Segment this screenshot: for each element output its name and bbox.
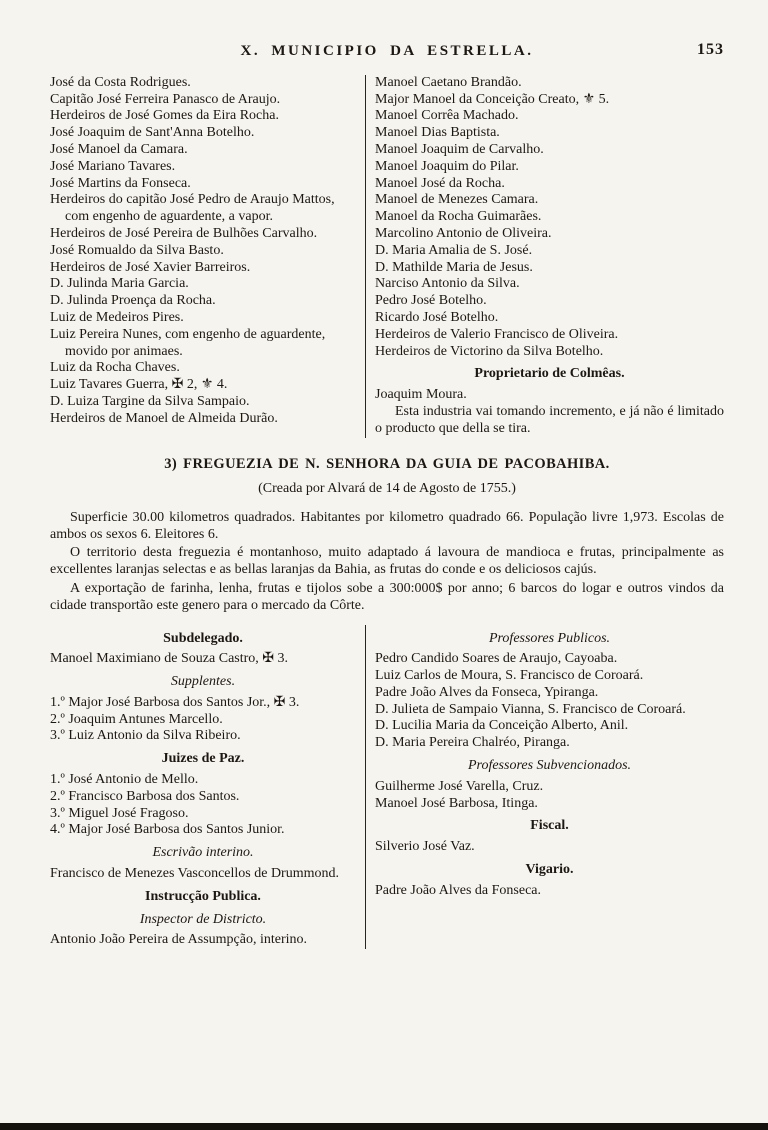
section-heading: Professores Publicos. [488, 630, 611, 646]
list-item: Guilherme José Varella, Cruz. [375, 778, 544, 794]
list-item: Pedro Candido Soares de Araujo, Cayoaba. [375, 651, 618, 667]
list-item: Manoel Caetano Brandão. [375, 74, 522, 90]
list-item: Francisco de Menezes Vasconcellos de Drummond. [50, 866, 339, 882]
list-item: Manoel Maximiano de Souza Castro, ✠ 3. [50, 651, 289, 667]
intro-paragraph: A exportação de farinha, lenha, frutas e tijolos sobe a 300:000$ por anno; 6 barcos do logar e outros vindos da cidade transportão este genero para o mercado da Côrte. [50, 580, 724, 613]
list-item: José Joaquim de Sant'Anna Botelho. [50, 125, 255, 141]
list-item: D. Julinda Proença da Rocha. [50, 293, 216, 309]
list-item: 3.º Luiz Antonio da Silva Ribeiro. [50, 728, 241, 744]
list-item: Manoel Corrêa Machado. [375, 108, 519, 124]
list-item: D. Maria Amalia de S. José. [375, 242, 533, 258]
list-item: Padre João Alves da Fonseca. [375, 882, 542, 898]
list-item: Luiz Pereira Nunes, com engenho de aguardente, movido por animaes. [50, 326, 326, 359]
section-heading: Juizes de Paz. [161, 751, 245, 767]
list-item: 4.º Major José Barbosa dos Santos Junior. [50, 822, 285, 838]
list-item: Manoel da Rocha Guimarães. [375, 209, 542, 225]
intro-paragraph: Superficie 30.00 kilometros quadrados. Habitantes por kilometro quadrado 66. População livre 1,973. Escolas de ambos os sexos 6. Eleitores 6. [50, 509, 724, 542]
section-heading: Fiscal. [530, 818, 569, 834]
list-item: Major Manoel da Conceição Creato, ⚜ 5. [375, 91, 610, 107]
section-heading: Subdelegado. [163, 630, 243, 646]
list-item: Marcolino Antonio de Oliveira. [375, 225, 552, 241]
list-item: José Manoel da Camara. [50, 141, 188, 157]
list-item: Padre João Alves da Fonseca, Ypiranga. [375, 684, 599, 700]
list-item: 1.º Major José Barbosa dos Santos Jor., ✠ 3. [50, 694, 300, 710]
proprietors-left-column [50, 75, 365, 438]
section-heading: Professores Subvencionados. [467, 758, 632, 774]
officials-right-column [365, 625, 724, 950]
freguezia-title: 3) FREGUEZIA DE N. SENHORA DA GUIA DE PACOBAHIBA. [164, 455, 610, 472]
list-item: Silverio José Vaz. [375, 839, 475, 855]
section-heading: Inspector de Districto. [139, 911, 267, 927]
section-heading: Instrucção Publica. [145, 888, 261, 904]
list-item: 3.º Miguel José Fragoso. [50, 805, 189, 821]
list-item: 2.º Joaquim Antunes Marcello. [50, 711, 223, 727]
list-item: D. Mathilde Maria de Jesus. [375, 259, 533, 275]
list-item: 2.º Francisco Barbosa dos Santos. [50, 788, 240, 804]
list-item: Herdeiros de Victorino da Silva Botelho. [375, 343, 604, 359]
list-item: Narciso Antonio da Silva. [375, 276, 520, 292]
section-heading: Escrivão interino. [152, 845, 254, 861]
list-item: Manoel Joaquim de Carvalho. [375, 141, 544, 157]
list-item: D. Julinda Maria Garcia. [50, 276, 189, 292]
proprietors-section [50, 75, 724, 438]
list-item: D. Maria Pereira Chalréo, Piranga. [375, 735, 570, 751]
list-item: Herdeiros de José Pereira de Bulhões Carvalho. [50, 225, 318, 241]
proprietors-right-column [365, 75, 724, 438]
freguezia-intro [50, 510, 724, 615]
list-item: Herdeiros de José Gomes da Eira Rocha. [50, 108, 279, 124]
scan-edge [0, 1123, 768, 1130]
list-item: Luiz Carlos de Moura, S. Francisco de Coroará. [375, 668, 644, 684]
page-number: 153 [697, 41, 724, 58]
list-item: José da Costa Rodrigues. [50, 74, 191, 90]
list-item: D. Lucilia Maria da Conceição Alberto, Anil. [375, 718, 629, 734]
list-item: Antonio João Pereira de Assumpção, interino. [50, 932, 308, 948]
section-heading: Supplentes. [170, 674, 236, 690]
list-item: 1.º José Antonio de Mello. [50, 772, 199, 788]
list-item: Herdeiros de Valerio Francisco de Oliveira. [375, 326, 619, 342]
list-item: Manoel Dias Baptista. [375, 125, 500, 141]
list-item: Herdeiros do capitão José Pedro de Araujo Mattos, com engenho de aguardente, a vapor. [50, 192, 335, 225]
list-item: Herdeiros de José Xavier Barreiros. [50, 259, 251, 275]
list-item: Luiz Tavares Guerra, ✠ 2, ⚜ 4. [50, 377, 228, 393]
list-item: Manoel José Barbosa, Itinga. [375, 795, 538, 811]
running-head [50, 42, 724, 61]
list-item: Herdeiros de Manoel de Almeida Durão. [50, 410, 278, 426]
officials-left-column [50, 625, 365, 950]
list-item: Manoel Joaquim do Pilar. [375, 158, 519, 174]
colmeas-owner: Joaquim Moura. [375, 387, 467, 403]
list-item: José Romualdo da Silva Basto. [50, 242, 224, 258]
list-item: Manoel José da Rocha. [375, 175, 505, 191]
list-item: Pedro José Botelho. [375, 293, 487, 309]
officials-section [50, 625, 724, 950]
list-item: D. Luiza Targine da Silva Sampaio. [50, 393, 250, 409]
proprietors-right-list [375, 75, 724, 361]
colmeas-note: Esta industria vai tomando incremento, e já não é limitado o producto que della se tira. [375, 403, 724, 436]
list-item: Luiz da Rocha Chaves. [50, 360, 180, 376]
section-heading: Vigario. [525, 862, 574, 878]
colmeas-heading: Proprietario de Colmêas. [474, 366, 625, 382]
list-item: José Martins da Fonseca. [50, 175, 191, 191]
list-item: Luiz de Medeiros Pires. [50, 309, 184, 325]
list-item: Manoel de Menezes Camara. [375, 192, 539, 208]
freguezia-subtitle: (Creada por Alvará de 14 de Agosto de 1755.) [258, 480, 516, 496]
page-title: X. MUNICIPIO DA ESTRELLA. [240, 43, 534, 59]
list-item: D. Julieta de Sampaio Vianna, S. Francisco de Coroará. [375, 701, 686, 717]
list-item: Capitão José Ferreira Panasco de Araujo. [50, 91, 281, 107]
list-item: José Mariano Tavares. [50, 158, 176, 174]
intro-paragraph: O territorio desta freguezia é montanhoso, muito adaptado á lavoura de mandioca e frutas, principalmente as excellentes laranjas selectas e as bellas laranjas da Bahia, as frutas do conde e os deliciosos cajús. [50, 545, 724, 578]
list-item: Ricardo José Botelho. [375, 309, 499, 325]
